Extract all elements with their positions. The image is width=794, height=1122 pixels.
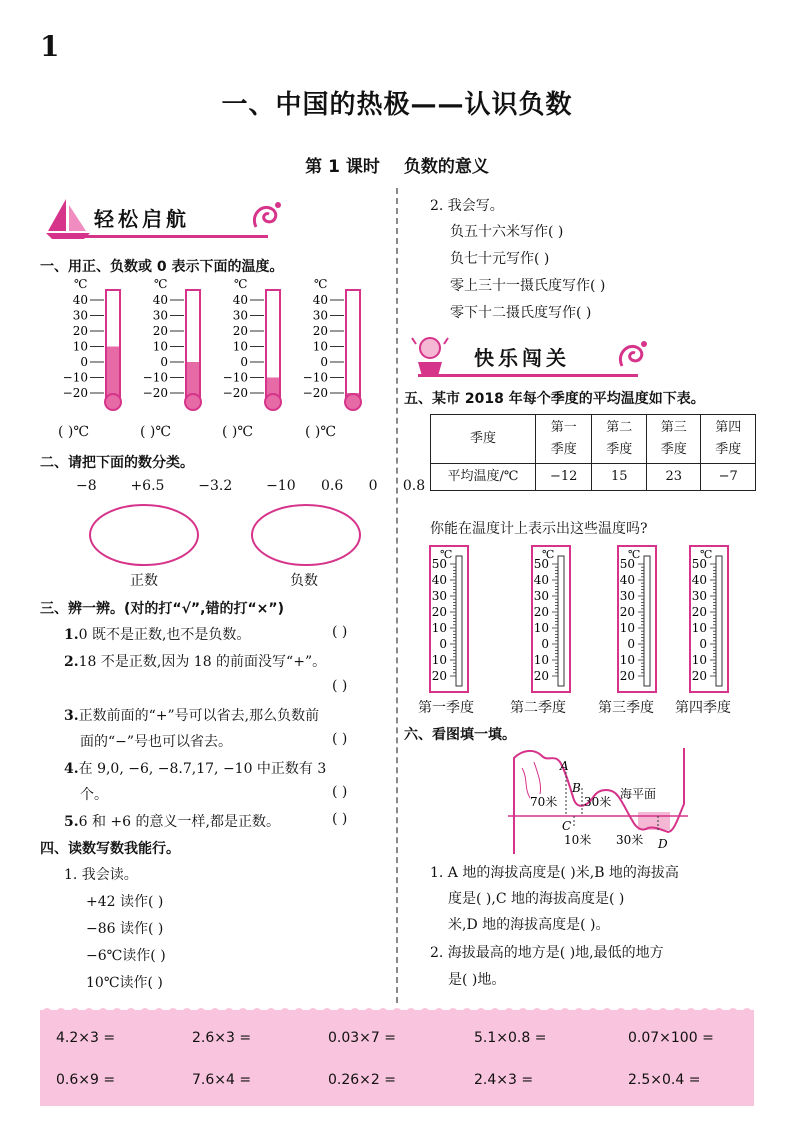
label-70m: 70米 (530, 795, 558, 809)
banner-left-text: 轻松启航 (94, 207, 190, 231)
table-row (431, 464, 756, 491)
calc-item[interactable]: 0.07×100 = (628, 1030, 714, 1046)
unit-label: ℃ (542, 548, 555, 561)
scale-label: 10 (72, 339, 88, 354)
q3-item-3-line-2: 面的“−”号也可以省去。 (80, 734, 233, 750)
sailboat-icon (38, 195, 98, 239)
q5-question: 你能在温度计上表示出这些温度吗? (430, 521, 648, 537)
q4-heading: 四、读数写数我能行。 (40, 841, 180, 857)
scale-label: 0 (160, 355, 168, 369)
scale-label: 0 (240, 355, 248, 369)
scale-label: 20 (533, 605, 549, 619)
item-text: 正数前面的“+”号可以省去,那么负数前 (78, 708, 320, 724)
scale-label: 40 (691, 573, 707, 587)
negative-ellipse[interactable] (252, 505, 360, 565)
q6-question-1-line-2[interactable]: 度是( ),C 地的海拔高度是( ) (448, 891, 625, 907)
table-cell: −12 (536, 464, 592, 491)
lesson-number: 第 1 课时 (305, 157, 380, 177)
scale-label: 0 (699, 637, 707, 651)
q3-bracket-2[interactable]: ( ) (332, 678, 348, 694)
q5-thermo-label-3: 第三季度 (598, 700, 654, 716)
q3-item-2 (64, 651, 326, 671)
scale-label: 20 (312, 324, 328, 338)
scale-label: 10 (619, 621, 635, 635)
scale-label: −20 (142, 386, 168, 400)
table-cell: 15 (592, 464, 647, 491)
calc-item[interactable]: 0.6×9 = (56, 1072, 116, 1088)
q3-bracket-5[interactable]: ( ) (332, 811, 348, 827)
q6-question-1-line-3[interactable]: 米,D 地的海拔高度是( )。 (448, 917, 610, 933)
table-row (431, 415, 756, 464)
scale-label: 20 (533, 669, 549, 683)
q2-number: −3.2 (198, 478, 233, 494)
table-cell: 第一 季度 (536, 415, 592, 464)
q3-item-5 (64, 811, 280, 831)
page-title: 一、中国的热极——认识负数 (221, 90, 573, 120)
thermo-tube[interactable] (716, 556, 722, 686)
q2-number: 0.6 (320, 478, 344, 494)
calc-item[interactable]: 2.6×3 = (192, 1030, 252, 1046)
scale-label: −10 (222, 370, 248, 385)
q2-number: −10 (266, 478, 296, 494)
q5-thermo-label-2: 第二季度 (510, 700, 566, 716)
altitude-diagram (508, 748, 688, 856)
cartoon-kid-icon (408, 334, 460, 378)
negative-label: 负数 (290, 573, 318, 589)
scale-label: 30 (152, 308, 168, 323)
scale-label: 30 (691, 589, 707, 603)
thermo-tube[interactable] (456, 556, 462, 686)
scale-label: 40 (312, 293, 328, 307)
label-30m-b: 30米 (584, 795, 612, 809)
thermometer (143, 277, 201, 410)
thermo-tube[interactable] (644, 556, 650, 686)
unit-label: ℃ (154, 277, 168, 291)
thermo-bulb (265, 394, 281, 410)
thermo-bulb (185, 394, 201, 410)
calc-item[interactable]: 4.2×3 = (56, 1030, 116, 1046)
q1-thermometer-svg (40, 276, 390, 416)
blank-thermometer (430, 546, 468, 692)
swirl-ornament-icon (248, 197, 288, 237)
q5-temperature-table (430, 414, 756, 491)
q4-write-item-1[interactable]: 负五十六米写作( ) (450, 224, 564, 240)
scale-label: 30 (72, 308, 88, 323)
q6-question-2-line-2[interactable]: 是( )地。 (448, 972, 506, 988)
q1-answer-2[interactable]: ( )℃ (140, 424, 172, 440)
q4-write-item-2[interactable]: 负七十元写作( ) (450, 251, 550, 267)
calc-item[interactable]: 2.5×0.4 = (628, 1072, 701, 1088)
q2-heading: 二、请把下面的数分类。 (40, 455, 194, 471)
item-text: 0 既不是正数,也不是负数。 (78, 627, 251, 643)
q4-read-item-4[interactable]: 10℃读作( ) (86, 975, 163, 991)
label-10m: 10米 (564, 833, 592, 847)
scale-label: 40 (232, 293, 248, 307)
q2-number: +6.5 (130, 478, 165, 494)
q3-bracket-4[interactable]: ( ) (332, 784, 348, 800)
q6-question-1-line-1[interactable]: 1. A 地的海拔高度是( )米,B 地的海拔高 (430, 865, 679, 881)
banner-right-underline (418, 374, 638, 377)
scale-label: 0 (439, 637, 447, 651)
positive-label: 正数 (130, 573, 158, 589)
q4-write-item-3[interactable]: 零上三十一摄氏度写作( ) (450, 278, 606, 294)
scale-label: 40 (152, 293, 168, 307)
unit-label: ℃ (700, 548, 713, 561)
lesson-subtitle (0, 152, 794, 177)
q1-answer-1[interactable]: ( )℃ (58, 424, 90, 440)
scale-label: 10 (312, 339, 328, 354)
banner-left-underline (78, 235, 268, 238)
item-text: 18 不是正数,因为 18 的前面没写“+”。 (78, 654, 327, 670)
item-number: 4. (64, 761, 79, 777)
calc-item[interactable]: 5.1×0.8 = (474, 1030, 547, 1046)
column-divider (396, 188, 398, 1003)
scale-label: 50 (431, 557, 447, 571)
item-text: 在 9,0, −6, −8.7,17, −10 中正数有 3 (78, 761, 327, 777)
label-c: C (562, 819, 572, 833)
q3-item-4-line-2: 个。 (80, 787, 108, 803)
thermometer (303, 277, 361, 410)
q2-classification-ellipses (88, 502, 388, 568)
thermo-tube[interactable] (558, 556, 564, 686)
page-number: 1 (40, 30, 60, 63)
label-b: B (572, 781, 581, 795)
scale-label: 50 (691, 557, 707, 571)
q3-item-4 (64, 758, 326, 778)
q2-number-list (76, 478, 425, 494)
scale-label: 30 (312, 308, 328, 323)
table-cell: −7 (701, 464, 756, 491)
scale-label: 10 (152, 339, 168, 354)
scale-label: 20 (72, 324, 88, 338)
positive-ellipse[interactable] (90, 505, 198, 565)
scale-label: 0 (320, 355, 328, 369)
q3-bracket-3[interactable]: ( ) (332, 731, 348, 747)
scale-label: 20 (691, 669, 707, 683)
blank-thermometer (532, 546, 570, 692)
table-cell: 第二 季度 (592, 415, 647, 464)
item-number: 2. (64, 654, 79, 670)
scale-label: −20 (222, 386, 248, 400)
scale-label: −10 (142, 370, 168, 385)
scale-label: 50 (533, 557, 549, 571)
scale-label: 10 (533, 653, 549, 667)
scale-label: 10 (533, 621, 549, 635)
thermometer (63, 277, 121, 410)
q4-read-item-1[interactable]: +42 读作( ) (86, 894, 164, 910)
table-header-temp: 平均温度/℃ (431, 464, 536, 491)
swirl-ornament-icon (614, 336, 654, 376)
scale-label: 20 (619, 605, 635, 619)
scale-label: 20 (431, 669, 447, 683)
banner-right-text: 快乐闯关 (474, 346, 570, 370)
item-number: 1. (64, 627, 79, 643)
q5-heading: 五、某市 2018 年每个季度的平均温度如下表。 (404, 391, 705, 407)
scale-label: 30 (533, 589, 549, 603)
scallop-path (40, 1008, 754, 1014)
label-sea-level: 海平面 (620, 787, 657, 801)
scale-label: −20 (302, 386, 328, 400)
scale-label: 30 (431, 589, 447, 603)
scale-label: 10 (431, 621, 447, 635)
scale-label: 10 (691, 653, 707, 667)
q2-number: 0 (368, 478, 378, 494)
unit-label: ℃ (628, 548, 641, 561)
thermo-bulb (345, 394, 361, 410)
scale-label: 0 (80, 355, 88, 369)
calc-item[interactable]: 7.6×4 = (192, 1072, 252, 1088)
scale-label: 20 (619, 669, 635, 683)
q5-thermometers (408, 544, 758, 694)
q4-write-title: 2. 我会写。 (430, 198, 504, 214)
scale-label: −10 (62, 370, 88, 385)
scale-label: 0 (627, 637, 635, 651)
q1-heading: 一、用正、负数或 0 表示下面的温度。 (40, 259, 284, 275)
mercury-column (187, 362, 199, 398)
q2-number: 0.8 (402, 478, 426, 494)
scale-label: 10 (232, 339, 248, 354)
scale-label: 10 (619, 653, 635, 667)
banner-happy-challenge (408, 334, 658, 378)
q6-question-2-line-1[interactable]: 2. 海拔最高的地方是( )地,最低的地方 (430, 945, 664, 961)
thermo-bulb (105, 394, 121, 410)
scale-label: −10 (302, 370, 328, 385)
scale-label: 20 (152, 324, 168, 338)
scale-label: 10 (431, 653, 447, 667)
lesson-topic: 负数的意义 (403, 157, 489, 177)
item-text: 6 和 +6 的意义一样,都是正数。 (78, 814, 280, 830)
item-number: 5. (64, 814, 79, 830)
q1-answer-4[interactable]: ( )℃ (305, 424, 337, 440)
table-cell: 第四 季度 (701, 415, 756, 464)
label-d: D (658, 837, 668, 851)
thermo-tube (346, 290, 360, 398)
scale-label: 40 (72, 293, 88, 307)
label-a: A (560, 759, 569, 773)
scale-label: 40 (619, 573, 635, 587)
q3-bracket-1[interactable]: ( ) (332, 624, 348, 640)
q4-read-item-2[interactable]: −86 读作( ) (86, 921, 164, 937)
q1-thermometers (40, 276, 390, 416)
blank-thermometer (690, 546, 728, 692)
unit-label: ℃ (314, 277, 328, 291)
label-30m-d: 30米 (616, 833, 644, 847)
q5-thermometer-svg (408, 544, 758, 694)
unit-label: ℃ (440, 548, 453, 561)
q2-number: −8 (76, 478, 97, 494)
calc-item[interactable]: 0.03×7 = (328, 1030, 396, 1046)
table-cell: 23 (646, 464, 701, 491)
scale-label: 40 (431, 573, 447, 587)
q4-read-item-3[interactable]: −6℃读作( ) (86, 948, 166, 964)
q3-item-1 (64, 624, 250, 644)
mental-math-strip (40, 1010, 754, 1106)
mercury-column (107, 347, 119, 399)
scale-label: 40 (533, 573, 549, 587)
mountain-shading (522, 762, 541, 798)
q4-write-item-4[interactable]: 零下十二摄氏度写作( ) (450, 305, 592, 321)
q5-thermo-label-4: 第四季度 (675, 700, 731, 716)
scale-label: −20 (62, 386, 88, 400)
blank-thermometer (618, 546, 656, 692)
q3-item-3 (64, 705, 319, 725)
scale-label: 20 (691, 605, 707, 619)
scale-label: 0 (541, 637, 549, 651)
unit-label: ℃ (234, 277, 248, 291)
q1-answer-3[interactable]: ( )℃ (222, 424, 254, 440)
scale-label: 30 (619, 589, 635, 603)
q3-heading: 三、辨一辨。(对的打“√”,错的打“×”) (40, 601, 284, 617)
scale-label: 50 (619, 557, 635, 571)
scale-label: 20 (232, 324, 248, 338)
table-header-quarter: 季度 (431, 415, 536, 464)
calc-item[interactable]: 0.26×2 = (328, 1072, 396, 1088)
scalloped-edge (40, 1004, 754, 1014)
unit-label: ℃ (74, 277, 88, 291)
item-number: 3. (64, 708, 79, 724)
scale-label: 30 (232, 308, 248, 323)
q5-thermo-label-1: 第一季度 (418, 700, 474, 716)
scale-label: 10 (691, 621, 707, 635)
calc-item[interactable]: 2.4×3 = (474, 1072, 534, 1088)
q4-read-title: 1. 我会读。 (64, 867, 138, 883)
thermometer (223, 277, 281, 410)
banner-easy-start (38, 195, 288, 239)
table-cell: 第三 季度 (646, 415, 701, 464)
q6-heading: 六、看图填一填。 (404, 727, 516, 743)
scale-label: 20 (431, 605, 447, 619)
